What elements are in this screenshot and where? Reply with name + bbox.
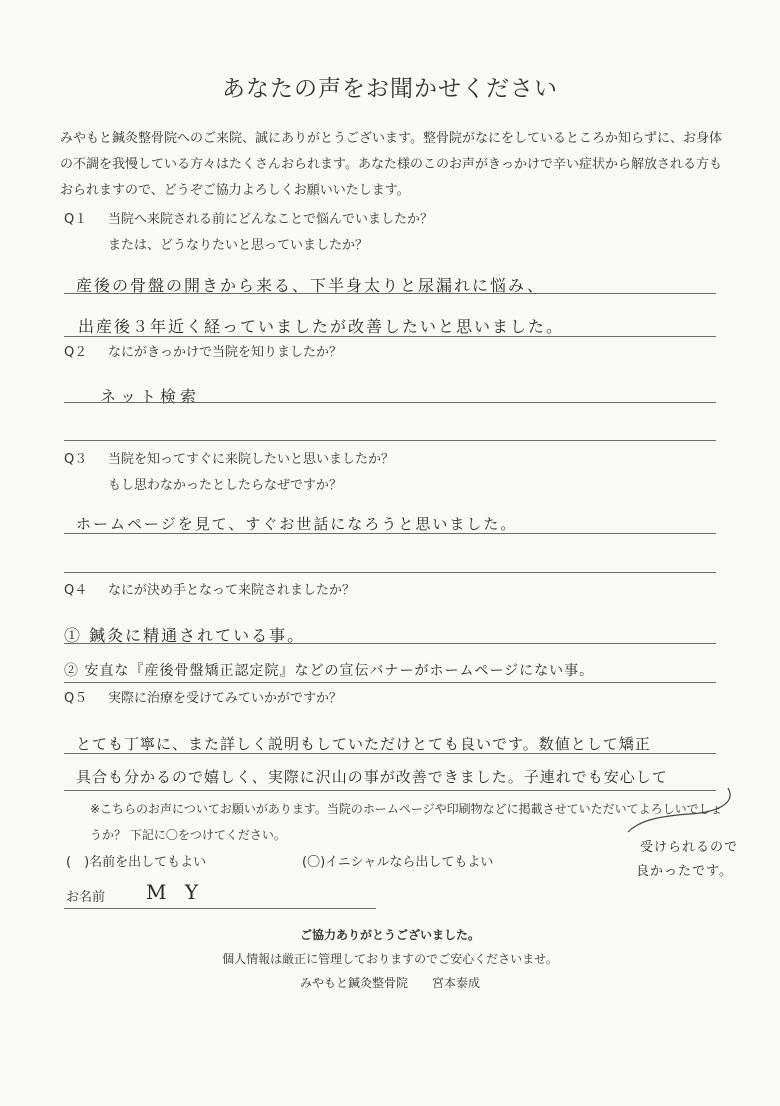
question-text: なにがきっかけで当院を知りましたか？: [108, 345, 343, 360]
answer-1-line-2: 出産後３年近く経っていましたが改善したいと思いました。: [78, 317, 565, 336]
question-3: [64, 447, 724, 499]
question-5: [64, 686, 724, 712]
question-1: [64, 207, 724, 259]
question-text: 当院を知ってすぐに来院したいと思いましたか？: [108, 452, 395, 467]
footer-privacy: 個人情報は厳正に管理しておりますのでご安心くださいませ。: [222, 952, 558, 966]
question-4: [64, 578, 724, 604]
name-value: M Y: [146, 880, 205, 904]
name-underline: [64, 908, 376, 909]
answer-3-line-1: ホームページを見て、すぐお世話になろうと思いました。: [76, 515, 518, 533]
answer-5-continuation-2: 良かったです。: [636, 864, 733, 879]
question-text-line2: または、どうなりたいと思っていましたか？: [108, 238, 369, 253]
option-publish-name[interactable]: ( )名前を出してもよい: [66, 855, 207, 870]
question-text: 当院へ来院される前にどんなことで悩んでいましたか？: [108, 212, 434, 227]
question-number: Q３: [64, 452, 88, 467]
answer-2-line-1: ネット検索: [100, 387, 201, 406]
question-number: Q４: [64, 583, 88, 598]
answer-rule: [64, 572, 716, 573]
answer-5-line-2: 具合も分かるので嬉しく、実際に沢山の事が改善できました。子連れでも安心して: [76, 768, 668, 786]
answer-1-line-1: 産後の骨盤の開きから来る、下半身太りと尿漏れに悩み、: [76, 276, 545, 295]
footer-clinic: みやもと鍼灸整骨院 宮本泰成: [299, 976, 480, 990]
name-label: お名前: [66, 890, 106, 905]
answer-rule: [64, 533, 716, 534]
answer-rule: [64, 643, 716, 644]
answer-rule: [64, 402, 716, 403]
page-title: あなたの声をお聞かせください: [222, 76, 558, 102]
question-number: Q２: [64, 345, 88, 360]
question-text: なにが決め手となって来院されましたか？: [108, 583, 356, 598]
consent-note: ※こちらのお声についてお願いがあります。当院のホームページや印刷物などに掲載させていただいてよろしいでしょうか？ 下記に〇をつけてください。: [90, 802, 723, 842]
question-2: [64, 340, 724, 366]
question-text: 実際に治療を受けてみていかがですか？: [108, 691, 343, 706]
question-number: Q１: [64, 212, 88, 227]
answer-4-line-1: ① 鍼灸に精通されている事。: [64, 626, 306, 645]
question-number: Q５: [64, 691, 88, 706]
answer-5-continuation-1: 受けられるので: [640, 840, 739, 855]
answer-rule: [64, 682, 716, 683]
question-text-line2: もし思わなかったとしたらなぜですか？: [108, 478, 343, 493]
answer-rule: [64, 336, 716, 337]
answer-rule: [64, 293, 716, 294]
intro-text: みやもと鍼灸整骨院へのご来院、誠にありがとうございます。整骨院がなにをしているところか知らずに、お身体の不調を我慢している方々はたくさんおられます。あなた様のこのお声がきっかけで辛い症状から解放される方もおられますので、どうぞご協力よろしくお願いいたします。: [60, 131, 722, 198]
answer-5-line-1: とても丁寧に、また詳しく説明もしていただけとても良いです。数値として矯正: [76, 735, 651, 753]
footer-thanks: ご協力ありがとうございました。: [299, 928, 480, 942]
option-publish-initial[interactable]: (〇)イニシャルなら出してもよい: [302, 855, 494, 870]
answer-rule: [64, 440, 716, 441]
answer-4-line-2: ② 安直な『産後骨盤矯正認定院』などの宣伝バナーがホームページにない事。: [64, 663, 595, 679]
answer-rule: [64, 753, 716, 754]
